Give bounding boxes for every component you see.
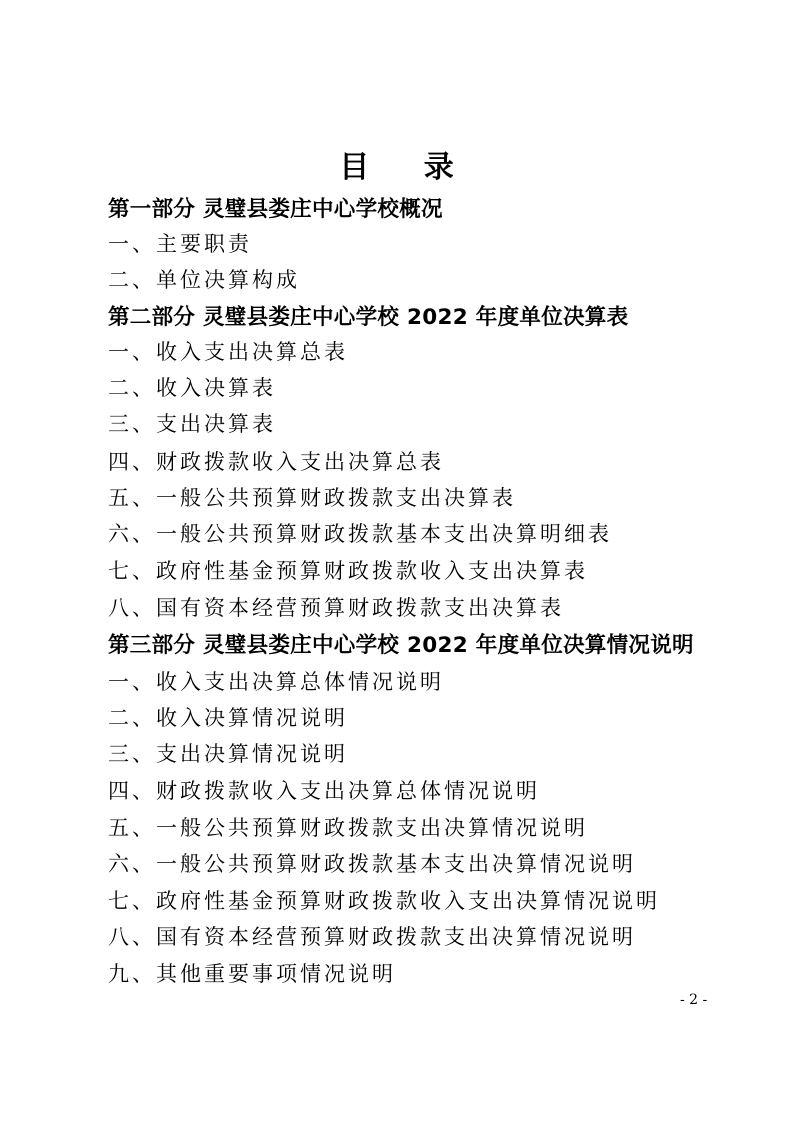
toc-item: 八、国有资本经营预算财政拨款支出决算情况说明 — [108, 925, 636, 949]
page-number: - 2 - — [680, 992, 708, 1008]
toc-item: 四、财政拨款收入支出决算总表 — [108, 450, 444, 474]
toc-item: 一、主要职责 — [108, 232, 252, 256]
toc-item: 五、一般公共预算财政拨款支出决算情况说明 — [108, 816, 588, 840]
toc-item: 三、支出决算情况说明 — [108, 742, 348, 766]
toc-part-3: 第三部分 灵璧县娄庄中心学校 2022 年度单位决算情况说明 — [108, 633, 694, 658]
toc-item: 二、收入决算情况说明 — [108, 706, 348, 730]
toc-item: 七、政府性基金预算财政拨款收入支出决算表 — [108, 559, 588, 583]
toc-item: 九、其他重要事项情况说明 — [108, 962, 396, 986]
toc-part-2: 第二部分 灵璧县娄庄中心学校 2022 年度单位决算表 — [108, 305, 629, 330]
toc-item: 八、国有资本经营预算财政拨款支出决算表 — [108, 596, 564, 620]
toc-item: 三、支出决算表 — [108, 412, 276, 436]
toc-item: 七、政府性基金预算财政拨款收入支出决算情况说明 — [108, 889, 660, 913]
toc-item: 二、收入决算表 — [108, 376, 276, 400]
toc-part-1: 第一部分 灵璧县娄庄中心学校概况 — [108, 197, 443, 222]
toc-item: 四、财政拨款收入支出决算总体情况说明 — [108, 779, 540, 803]
toc-item: 六、一般公共预算财政拨款基本支出决算明细表 — [108, 522, 612, 546]
toc-item: 一、收入支出决算总体情况说明 — [108, 670, 444, 694]
toc-title: 目 录 — [339, 150, 476, 185]
toc-item: 二、单位决算构成 — [108, 268, 300, 292]
toc-item: 六、一般公共预算财政拨款基本支出决算情况说明 — [108, 852, 636, 876]
toc-item: 一、收入支出决算总表 — [108, 340, 348, 364]
toc-item: 五、一般公共预算财政拨款支出决算表 — [108, 486, 516, 510]
